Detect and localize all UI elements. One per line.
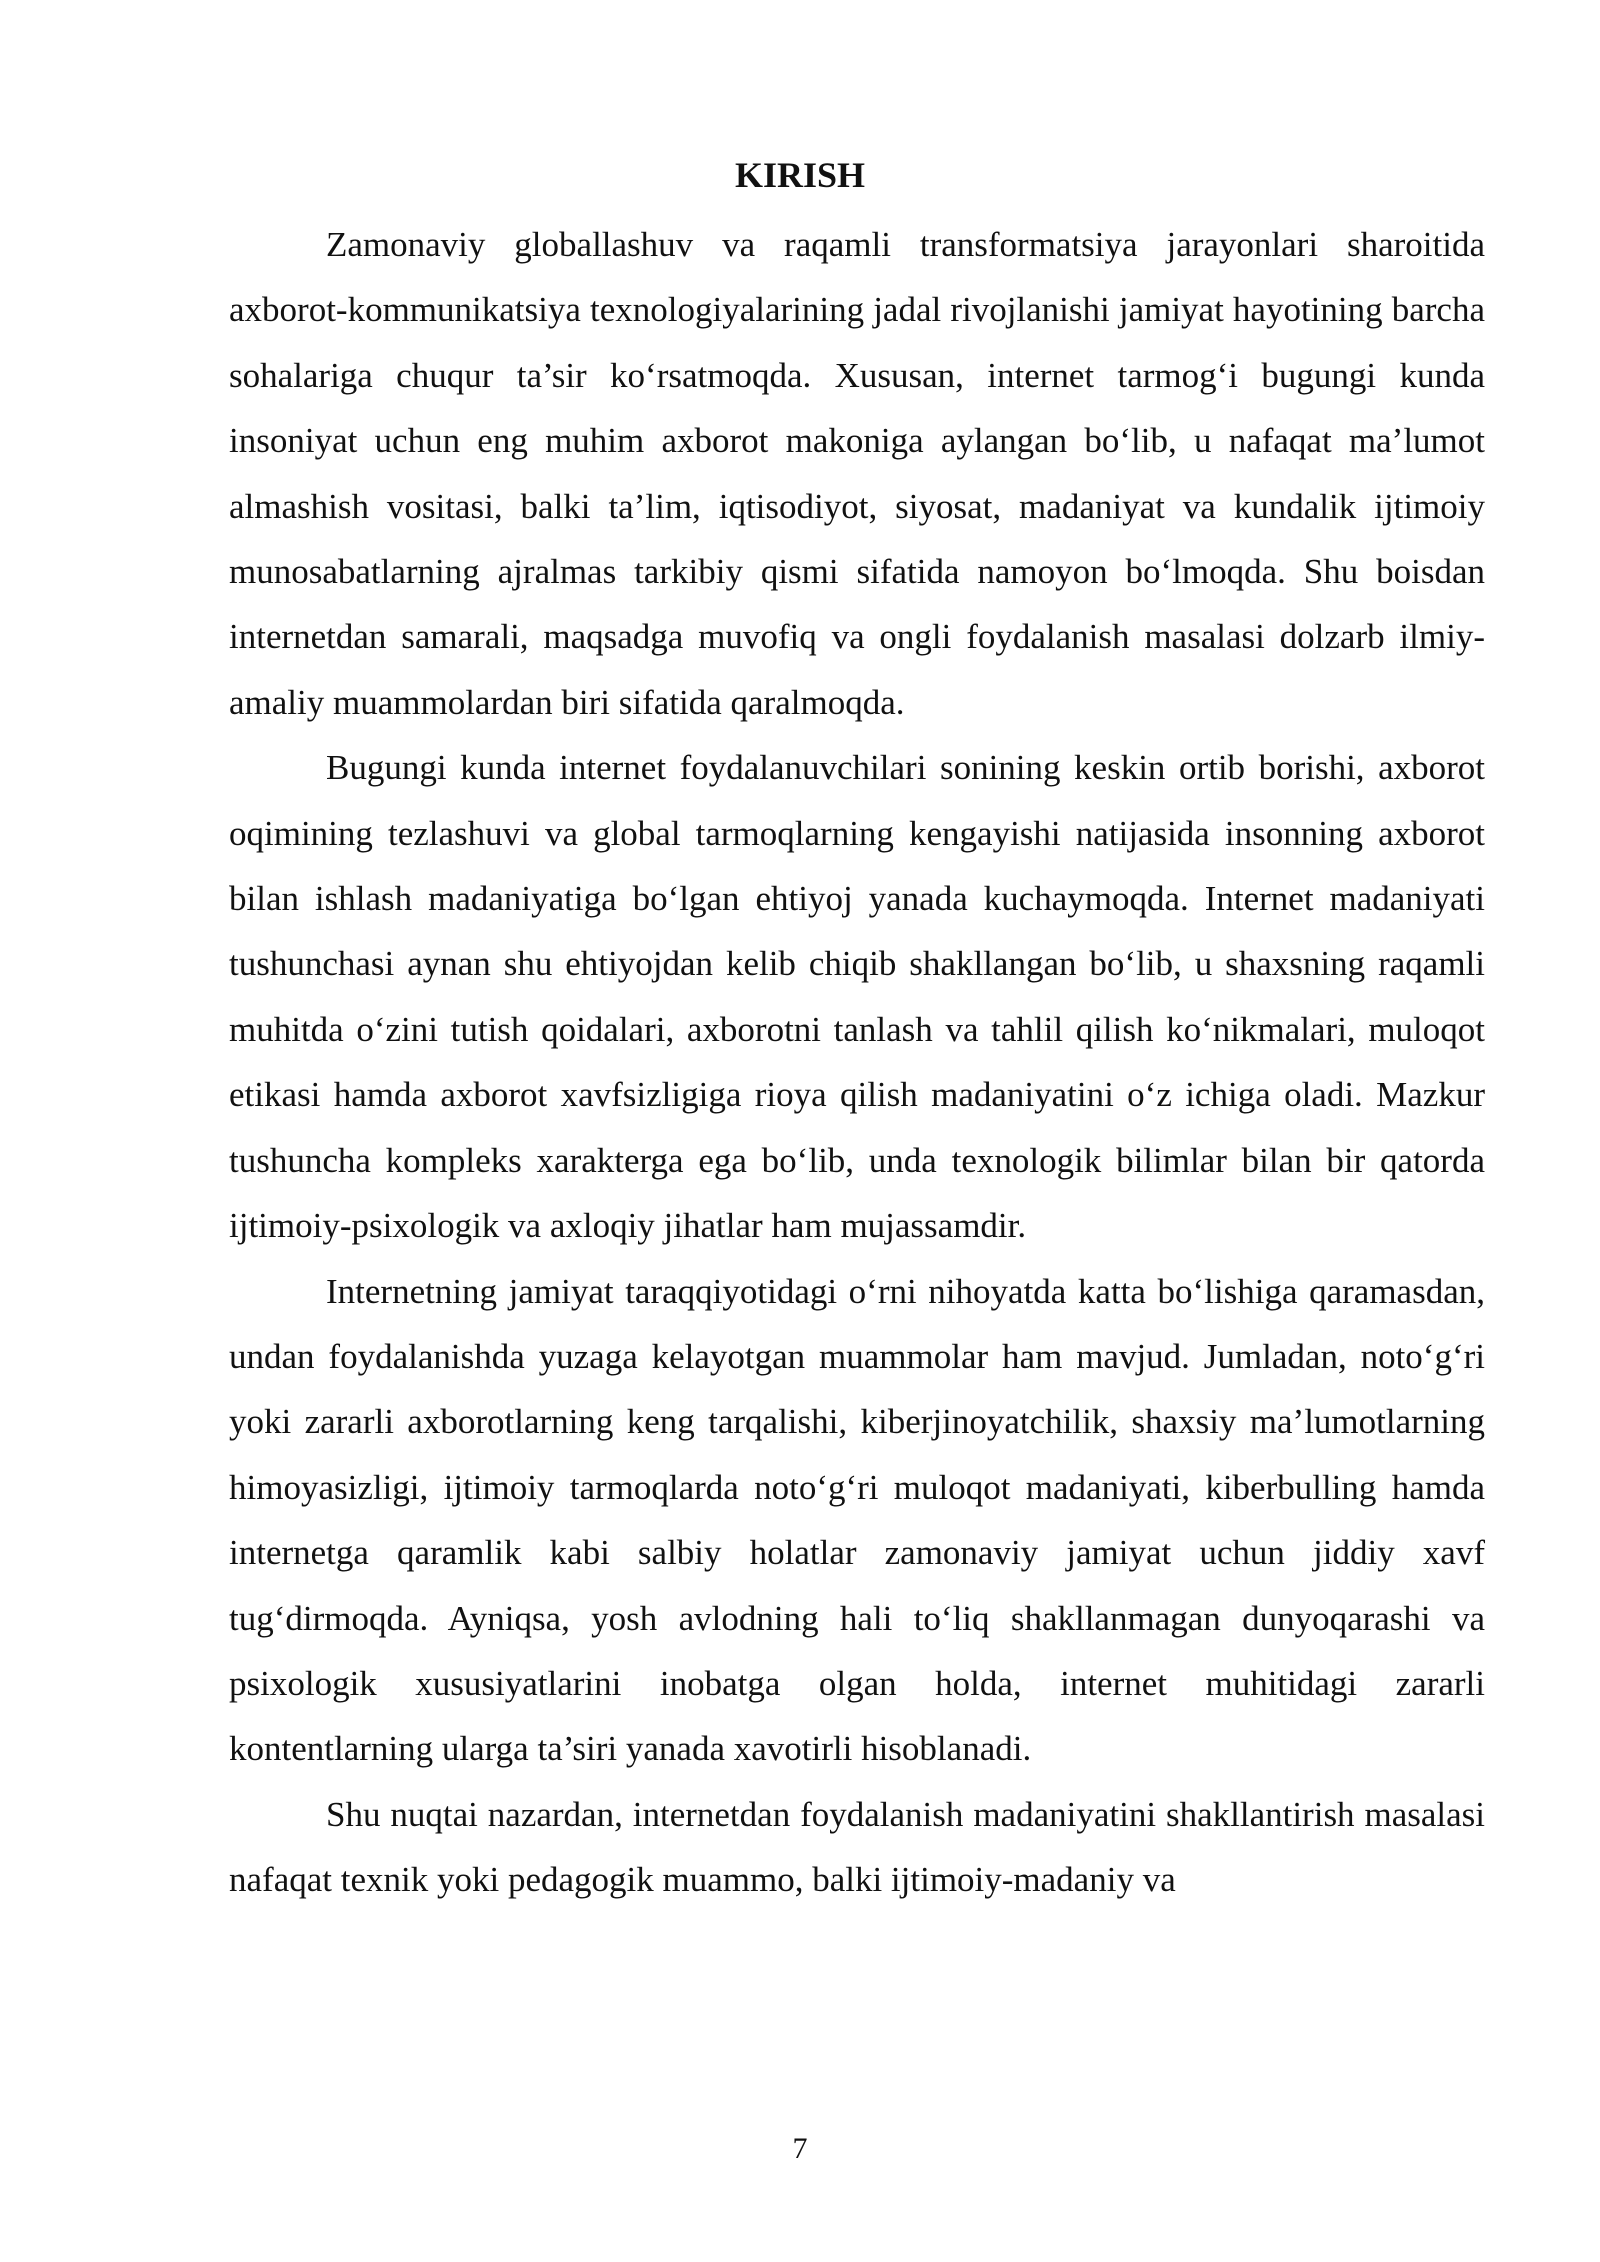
paragraph: Bugungi kunda internet foydalanuvchilari sonining keskin ortib borishi, axborot oqimining tezlashuvi va global tarmoqlarning kengayishi natijasida insonning axborot bilan ishlash madaniyatiga bo‘lgan ehtiyoj yanada kuchaymoqda. Internet madaniyati tushunchasi aynan shu ehtiyojdan kelib chiqib shakllangan bo‘lib, u shaxsning raqamli muhitda o‘zini tutish qoidalari, axborotni tanlash va tahlil qilish ko‘nikmalari, muloqot etikasi hamda axborot xavfsizligiga rioya qilish madaniyatini o‘z ichiga oladi. Mazkur tushuncha kompleks xarakterga ega bo‘lib, unda texnologik bilimlar bilan bir qatorda ijtimoiy-psixologik va axloqiy jihatlar ham mujassamdir. (229, 748, 1485, 1246)
paragraph: Internetning jamiyat taraqqiyotidagi o‘rni nihoyatda katta bo‘lishiga qaramasdan, undan foydalanishda yuzaga kelayotgan muammolar ham mavjud. Jumladan, noto‘g‘ri yoki zararli axborotlarning keng tarqalishi, kiberjinoyatchilik, shaxsiy ma’lumotlarning himoyasizligi, ijtimoiy tarmoqlarda noto‘g‘ri muloqot madaniyati, kiberbulling hamda internetga qaramlik kabi salbiy holatlar zamonaviy jamiyat uchun jiddiy xavf tug‘dirmoqda. Ayniqsa, yosh avlodning hali to‘liq shakllanmagan dunyoqarashi va psixologik xususiyatlarini inobatga olgan holda, internet muhitidagi zararli kontentlarning ularga ta’siri yanada xavotirli hisoblanadi. (229, 1271, 1485, 1769)
page-title: KIRISH (734, 155, 866, 195)
page-number: 7 (792, 2132, 808, 2165)
paragraph: Zamonaviy globallashuv va raqamli transformatsiya jarayonlari sharoitida axborot-kommunikatsiya texnologiyalarining jadal rivojlanishi jamiyat hayotining barcha sohalariga chuqur ta’sir ko‘rsatmoqda. Xususan, internet tarmog‘i bugungi kunda insoniyat uchun eng muhim axborot makoniga aylangan bo‘lib, u nafaqat ma’lumot almashish vositasi, balki ta’lim, iqtisodiyot, siyosat, madaniyat va kundalik ijtimoiy munosabatlarning ajralmas tarkibiy qismi sifatida namoyon bo‘lmoqda. Shu boisdan internetdan samarali, maqsadga muvofiq va ongli foydalanish masalasi dolzarb ilmiy-amaliy muammolardan biri sifatida qaralmoqda. (229, 225, 1485, 722)
paragraph: Shu nuqtai nazardan, internetdan foydalanish madaniyatini shakllantirish masalasi nafaqat texnik yoki pedagogik muammo, balki ijtimoiy-madaniy va (229, 1794, 1485, 1900)
body-text (229, 212, 1485, 1913)
